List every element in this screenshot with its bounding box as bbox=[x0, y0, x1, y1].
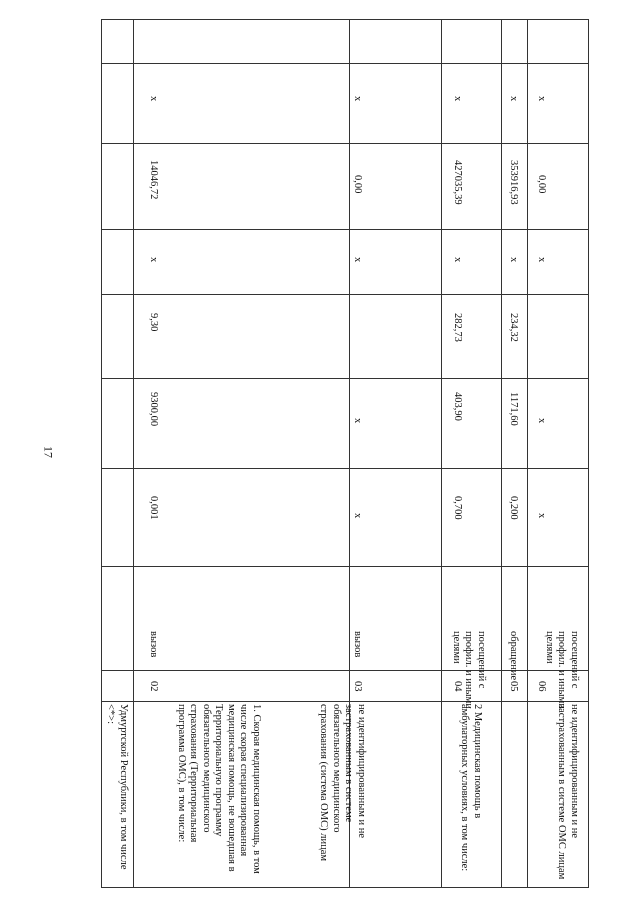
row-02-fund: х bbox=[148, 257, 159, 263]
row-04-code: 04 bbox=[452, 681, 463, 692]
row-04-unit: посещений с профил. и иными целями bbox=[451, 631, 487, 709]
row-02-norm: 0,001 bbox=[148, 496, 159, 520]
row-03-unit: вызов bbox=[352, 631, 363, 658]
page-number: 17 bbox=[41, 446, 56, 458]
row-02-code: 02 bbox=[148, 681, 159, 692]
row-06-fund: х bbox=[536, 257, 547, 263]
row-02-last: х bbox=[148, 96, 159, 102]
row-03-cost: х bbox=[352, 418, 363, 424]
row-02-percap: 9,30 bbox=[148, 313, 159, 332]
row-04-name: 2 Медицинская помощь в амбулаторных условиях, в том числе: bbox=[459, 704, 483, 872]
row-06-cost: х bbox=[536, 418, 547, 424]
row-06-code: 06 bbox=[536, 681, 547, 692]
row-06-last: х bbox=[536, 96, 547, 102]
row-05-sum: 353916,93 bbox=[508, 160, 519, 205]
row-05-unit: обращение bbox=[508, 631, 519, 681]
row-04-sum: 427035,39 bbox=[452, 160, 463, 205]
row-03-norm: х bbox=[352, 513, 363, 519]
row-05-fund: х bbox=[508, 257, 519, 263]
row-06-sum: 0,00 bbox=[536, 175, 547, 194]
row-05-last: х bbox=[508, 96, 519, 102]
row-06-unit: посещений с профил. и иными целями bbox=[544, 631, 580, 709]
row-06-norm: х bbox=[536, 513, 547, 519]
row-03-last: х bbox=[352, 96, 363, 102]
row-02-unit: вызов bbox=[148, 631, 159, 658]
row-05-cost: 1171,60 bbox=[508, 392, 519, 426]
row-03-sum: 0,00 bbox=[352, 175, 363, 194]
row-03-name: не идентифицированным и не застрахованным в системе обязательного медицинского страхования (системa ОМС) лицам bbox=[318, 704, 367, 862]
row-03-code: 03 bbox=[352, 681, 363, 692]
row-04-fund: х bbox=[452, 257, 463, 263]
row-02-name: 1. Скорая медицинская помощь, в том числе скорая специализированная медицинская помощь, не вошедшая в Территориальную программу обязательного медицинского страхования (Территориальная программа ОМС), в том числе: bbox=[176, 704, 262, 874]
row-05-code: 05 bbox=[508, 681, 519, 692]
row-05-norm: 0,200 bbox=[508, 496, 519, 520]
row-05-percap: 234,32 bbox=[508, 313, 519, 342]
row-04-last: х bbox=[452, 96, 463, 102]
row-03-fund: х bbox=[352, 257, 363, 263]
row-02-sum: 14046,72 bbox=[148, 160, 159, 200]
row-04-cost: 403,90 bbox=[452, 392, 463, 421]
row-04-percap: 282,73 bbox=[452, 313, 463, 342]
intro-name: Удмуртской Республики, в том числе <*>: bbox=[105, 704, 129, 870]
row-02-cost: 9300,00 bbox=[148, 392, 159, 427]
row-04-norm: 0,700 bbox=[452, 496, 463, 520]
row-06-name: не идентифицированным и не застрахованным в системе ОМС лицам bbox=[556, 704, 580, 880]
